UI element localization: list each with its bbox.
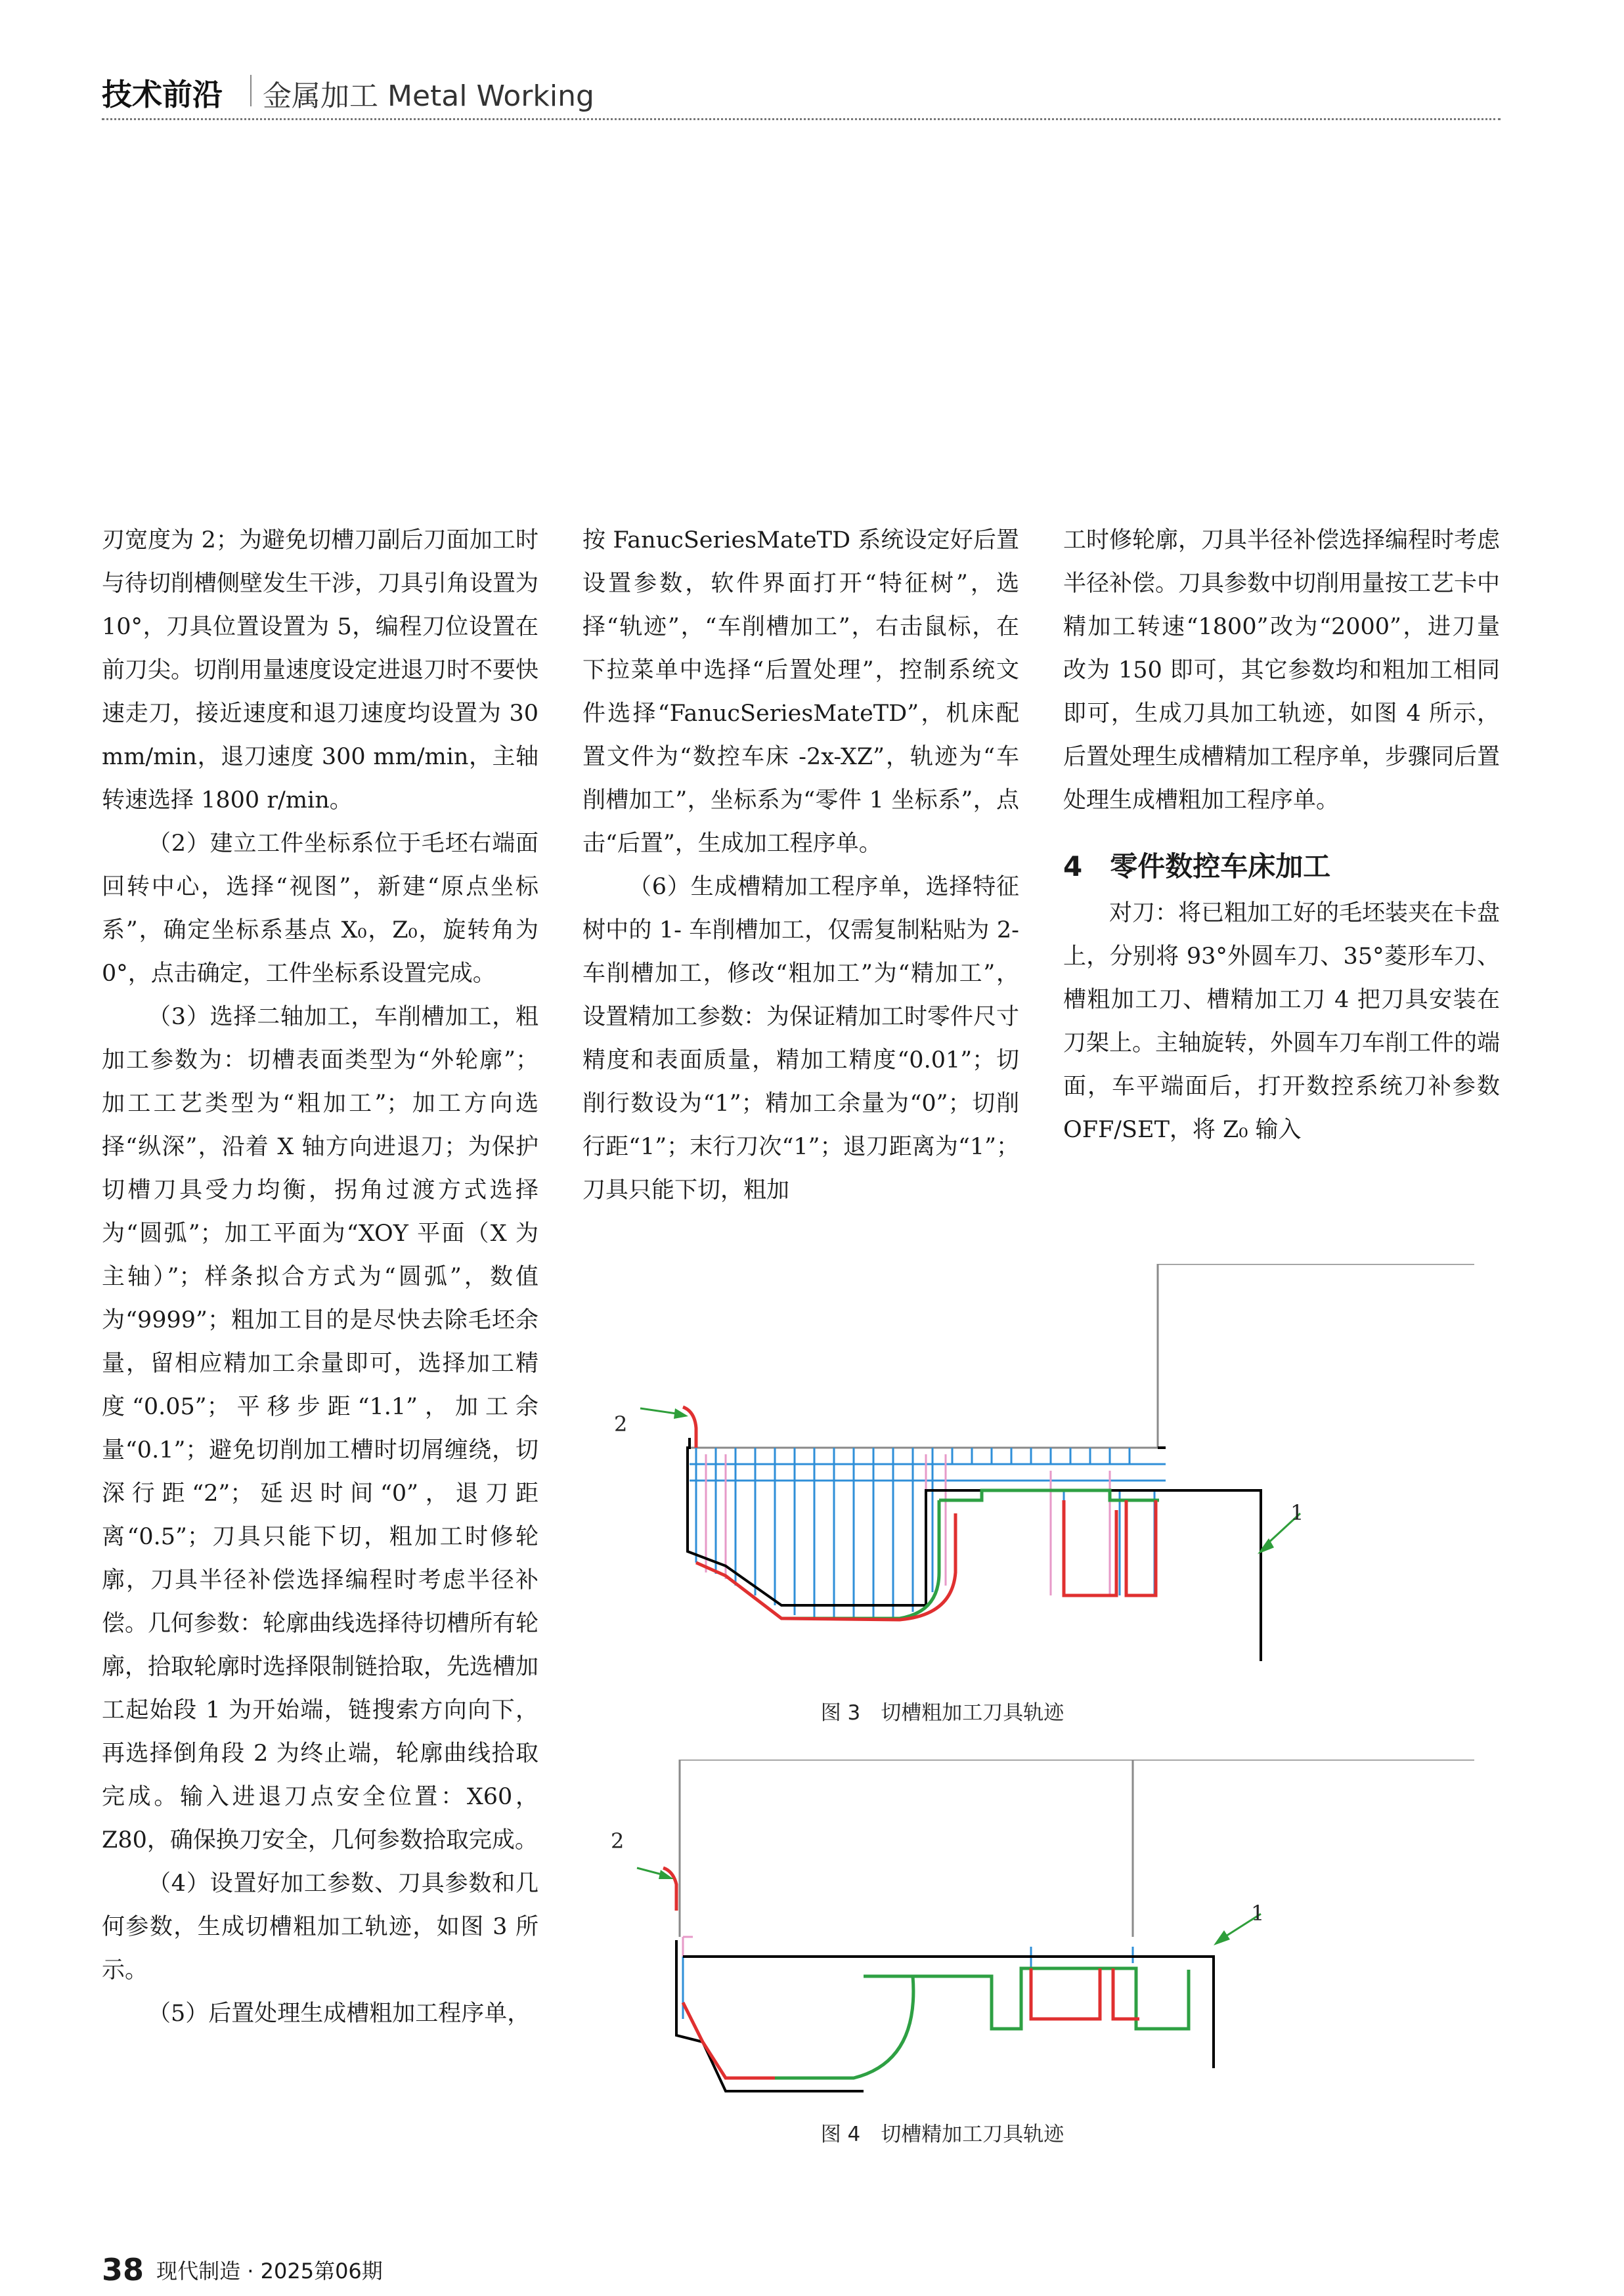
text-column-1 [102, 519, 538, 2134]
figure-3-caption: 图 3 切槽粗加工刀具轨迹 [820, 1701, 1064, 1725]
text-column-3 [1063, 519, 1500, 1254]
figure-3 [611, 1264, 1474, 1725]
text-column-2 [582, 519, 1019, 1215]
paragraph: （5）后置处理生成槽粗加工程序单， [148, 2001, 531, 2027]
header-divider [250, 75, 252, 106]
paragraph: （6）生成槽精加工程序单，选择特征树中的 1- 车削槽加工，仅需复制粘贴为 2- 车削槽加工，修改“粗加工”为“精加工”，设置精加工参数：为保证精加工时零件尺寸精度和表面质量，精加工精度“0.01”；切削行数设为“1”；精加工余量为“0”；切削行距“1”；末行刀次“1”；退刀距离为“1”；刀具只能下切，粗加 [582, 874, 1020, 1203]
figure-4-diagram [611, 1760, 1474, 2114]
paragraph: （3）选择二轴加工，车削槽加工，粗加工参数为：切槽表面类型为“外轮廓”；加工工艺类型为“粗加工”；加工方向选择“纵深”，沿着 X 轴方向进退刀；为保护切槽刀具受力均衡，拐角过渡方式选择为“圆弧”；加工平面为“XOY 平面（X 为主轴）”；样条拟合方式为“圆弧”，数值为“9999”；粗加工目的是尽快去除毛坯余量，留相应精加工余量即可，选择加工精度“0.05”；平移步距“1.1”，加工余量“0.1”；避免切削加工槽时切屑缠绕，切深行距“2”；延迟时间“0”，退刀距离“0.5”；刀具只能下切，粗加工时修轮廓，刀具半径补偿选择编程时考虑半径补偿。几何参数：轮廓曲线选择待切槽所有轮廓，拾取轮廓时选择限制链拾取，先选槽加工起始段 1 为开始端，链搜索方向向下，再选择倒角段 2 为终止端，轮廓曲线拾取完成。输入进退刀点安全位置：X60，Z80，确保换刀安全，几何参数拾取完成。 [102, 1004, 539, 1853]
paragraph: 对刀：将已粗加工好的毛坯装夹在卡盘上，分别将 93°外圆车刀、35°菱形车刀、槽粗加工刀、槽精加工刀 4 把刀具安装在刀架上。主轴旋转，外圆车刀车削工件的端面，车平端面后，打开数控系统刀补参数 OFF/SET，将 Z₀ 输入 [1063, 900, 1501, 1143]
figure-4 [611, 1760, 1474, 2146]
figure-3-label-2: 2 [614, 1412, 628, 1437]
journal-section-subtitle: 金属加工 Metal Working [263, 79, 594, 113]
paragraph: 工时修轮廓，刀具半径补偿选择编程时考虑半径补偿。刀具参数中切削用量按工艺卡中精加工转速“1800”改为“2000”，进刀量改为 150 即可，其它参数均和粗加工相同即可，生成刀具加工轨迹，如图 4 所示，后置处理生成槽精加工程序单，步骤同后置处理生成槽粗加工程序单。 [1063, 527, 1501, 813]
page-footer [102, 2252, 383, 2287]
figure-4-caption: 图 4 切槽精加工刀具轨迹 [820, 2123, 1064, 2146]
section-title: 技术前沿 [102, 77, 223, 112]
paragraph: （4）设置好加工参数、刀具参数和几何参数，生成切槽粗加工轨迹，如图 3 所示。 [102, 1871, 538, 1983]
section-heading: 4 零件数控车床加工 [1063, 850, 1331, 882]
figure-4-label-1: 1 [1251, 1901, 1265, 1926]
paragraph: 刃宽度为 2；为避免切槽刀副后刀面加工时与待切削槽侧壁发生干涉，刀具引角设置为 10°，刀具位置设置为 5，编程刀位设置在前刀尖。切削用量速度设定进退刀时不要快速走刀，接近速度和退刀速度均设置为 30 mm/min，退刀速度 300 mm/min，主轴转速选择 1800 r/min。 [102, 527, 539, 813]
paragraph: 按 FanucSeriesMateTD 系统设定好后置设置参数，软件界面打开“特征树”，选择“轨迹”，“车削槽加工”，右击鼠标，在下拉菜单中选择“后置处理”，控制系统文件选择“FanucSeriesMateTD”，机床配置文件为“数控车床 -2x-XZ”，轨迹为“车削槽加工”，坐标系为“零件 1 坐标系”，点击“后置”，生成加工程序单。 [582, 527, 1019, 857]
header-rule [102, 118, 1501, 120]
page-number: 38 [102, 2252, 144, 2287]
journal-issue: 现代制造 · 2025第06期 [156, 2259, 383, 2284]
figure-4-label-2: 2 [611, 1829, 625, 1853]
figure-3-diagram [611, 1264, 1474, 1691]
page-header [102, 66, 1501, 125]
paragraph: （2）建立工件坐标系位于毛坯右端面回转中心，选择“视图”，新建“原点坐标系”，确定坐标系基点 X₀，Z₀，旋转角为 0°，点击确定，工件坐标系设置完成。 [102, 831, 538, 987]
figure-3-label-1: 1 [1290, 1500, 1304, 1525]
